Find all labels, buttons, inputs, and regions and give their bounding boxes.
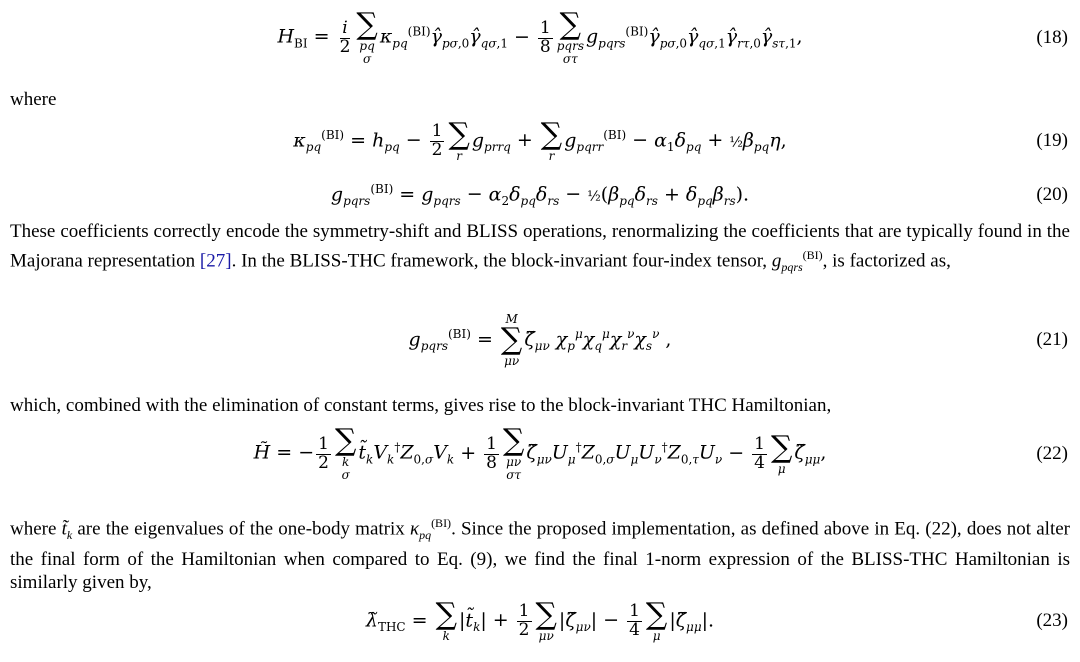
paragraph-eigenvalues: where $t̃_k$ are the eigenvalues of the one-body matrix $\kappa_{pq}^{(BI)}$. Since the proposed implementation, as defined above in Eq. (22), does not alter the final form of the Hamiltonian when compared to Eq. (9), we find the final 1-norm expression of the BLISS-THC Hamiltonian is similarly given by, xyxy=(10,516,1070,594)
equation-20: $g_{pqrs}^{(BI)} = g_{pqrs} - \alpha_2\delta_{pq}\delta_{rs}$ − $\frac{1}{2}(\beta_{pq}\delta_{rs} + \delta_{pq}\beta_{rs})$. (20) xyxy=(330,181,1068,209)
equation-number: (22) xyxy=(1036,443,1068,464)
equation-22: H̃ = − $\frac{1}{2}$ ∑ k σ $t̃_kV_k^\dagger Z_{0,\sigma}V_k$ + $\frac{1}{8}$ ∑ μν στ $\zetã_{\mu\nu}U_\mu^\dagger Z_{0,\sigma}U_\mu U_\nu^\dagger Z_{0,\tau}U_\nu$ − $\frac{1}{4}$ ∑ μ $\zetã_{\mu\mu}$, (22) xyxy=(253,423,1068,482)
citation-link[interactable]: [27] xyxy=(199,249,232,271)
text-run: are the eigenvalues of the one-body matrix xyxy=(72,518,410,540)
equation-18: $H_{BI}$ = $\frac{i}{2}$ ∑ pq σ $\kappa_{pq}^{(BI)}\gammâ_{p\sigma,0}\gammâ_{q\sigma,1}$ − $\frac{1}{8}$ ∑ pqrs στ $g_{pqrs}^{(BI)}\gammâ_{p\sigma,0}\gammâ_{q\sigma,1}\gammâ_{r\tau,0}\gammâ_{s\tau,1}$, (18) xyxy=(277,7,1068,66)
equation-number: (23) xyxy=(1036,610,1068,631)
equation-number: (21) xyxy=(1036,329,1068,350)
equation-23: $\lambdã_{THC}$ = ∑ k $|t̃_k|$ + $\frac{1}{2}$ ∑ μν $|\zetã_{\mu\nu}|$ − $\frac{1}{4}$ ∑ μ $|\zetã_{\mu\mu}|$. (23) xyxy=(365,596,1068,643)
paragraph-which: which, combined with the elimination of constant terms, gives rise to the block-invariant THC Hamiltonian, xyxy=(10,395,832,416)
paragraph-coefficients: These coefficients correctly encode the symmetry-shift and BLISS operations, renormalizing the coefficients that are typically found in the Majorana representation [27]. In the BLISS-THC framework, the block-invariant four-index tensor, $g_{pqrs}^{(BI)}$, is factorized as, xyxy=(10,221,1070,274)
text-where: where xyxy=(10,89,57,110)
equation-number: (19) xyxy=(1036,130,1068,151)
text-run: . In the BLISS-THC framework, the block-invariant four-index tensor, xyxy=(231,249,772,271)
equation-number: (20) xyxy=(1036,184,1068,205)
text-run: , is factorized as, xyxy=(822,249,951,271)
equation-number: (18) xyxy=(1036,27,1068,48)
text-run: These coefficients correctly encode the symmetry-shift and BLISS operations, renormalizing the coefficients that are typically found in the Majorana representation xyxy=(10,221,1070,271)
text-run: where xyxy=(10,518,62,540)
equation-19: $\kappa_{pq}^{(BI)} = h_{pq}$ − $\frac{1}{2}$ ∑ r $g_{prrq}$ + ∑ r $g_{pqrr}^{(BI)} - \alpha_1\delta_{pq}$ + $\frac{1}{2}\beta_{pq}\eta$, (19) xyxy=(293,116,1068,163)
equation-21: $g_{pqrs}^{(BI)}$ = M ∑ μν $\zetã_{\mu\nu}$ $\chi_p^\mu\chi_q^\mu\chi_r^\nu\chi_s^\nu$ , (21) xyxy=(408,311,1068,368)
text-run: . Since the proposed implementation, as defined above in Eq. (22), does not alter the final form of the Hamiltonian when compared to Eq. (9), we find the final 1-norm expression of the BLISS-THC Hamiltonian is similarly given by, xyxy=(10,518,1070,594)
